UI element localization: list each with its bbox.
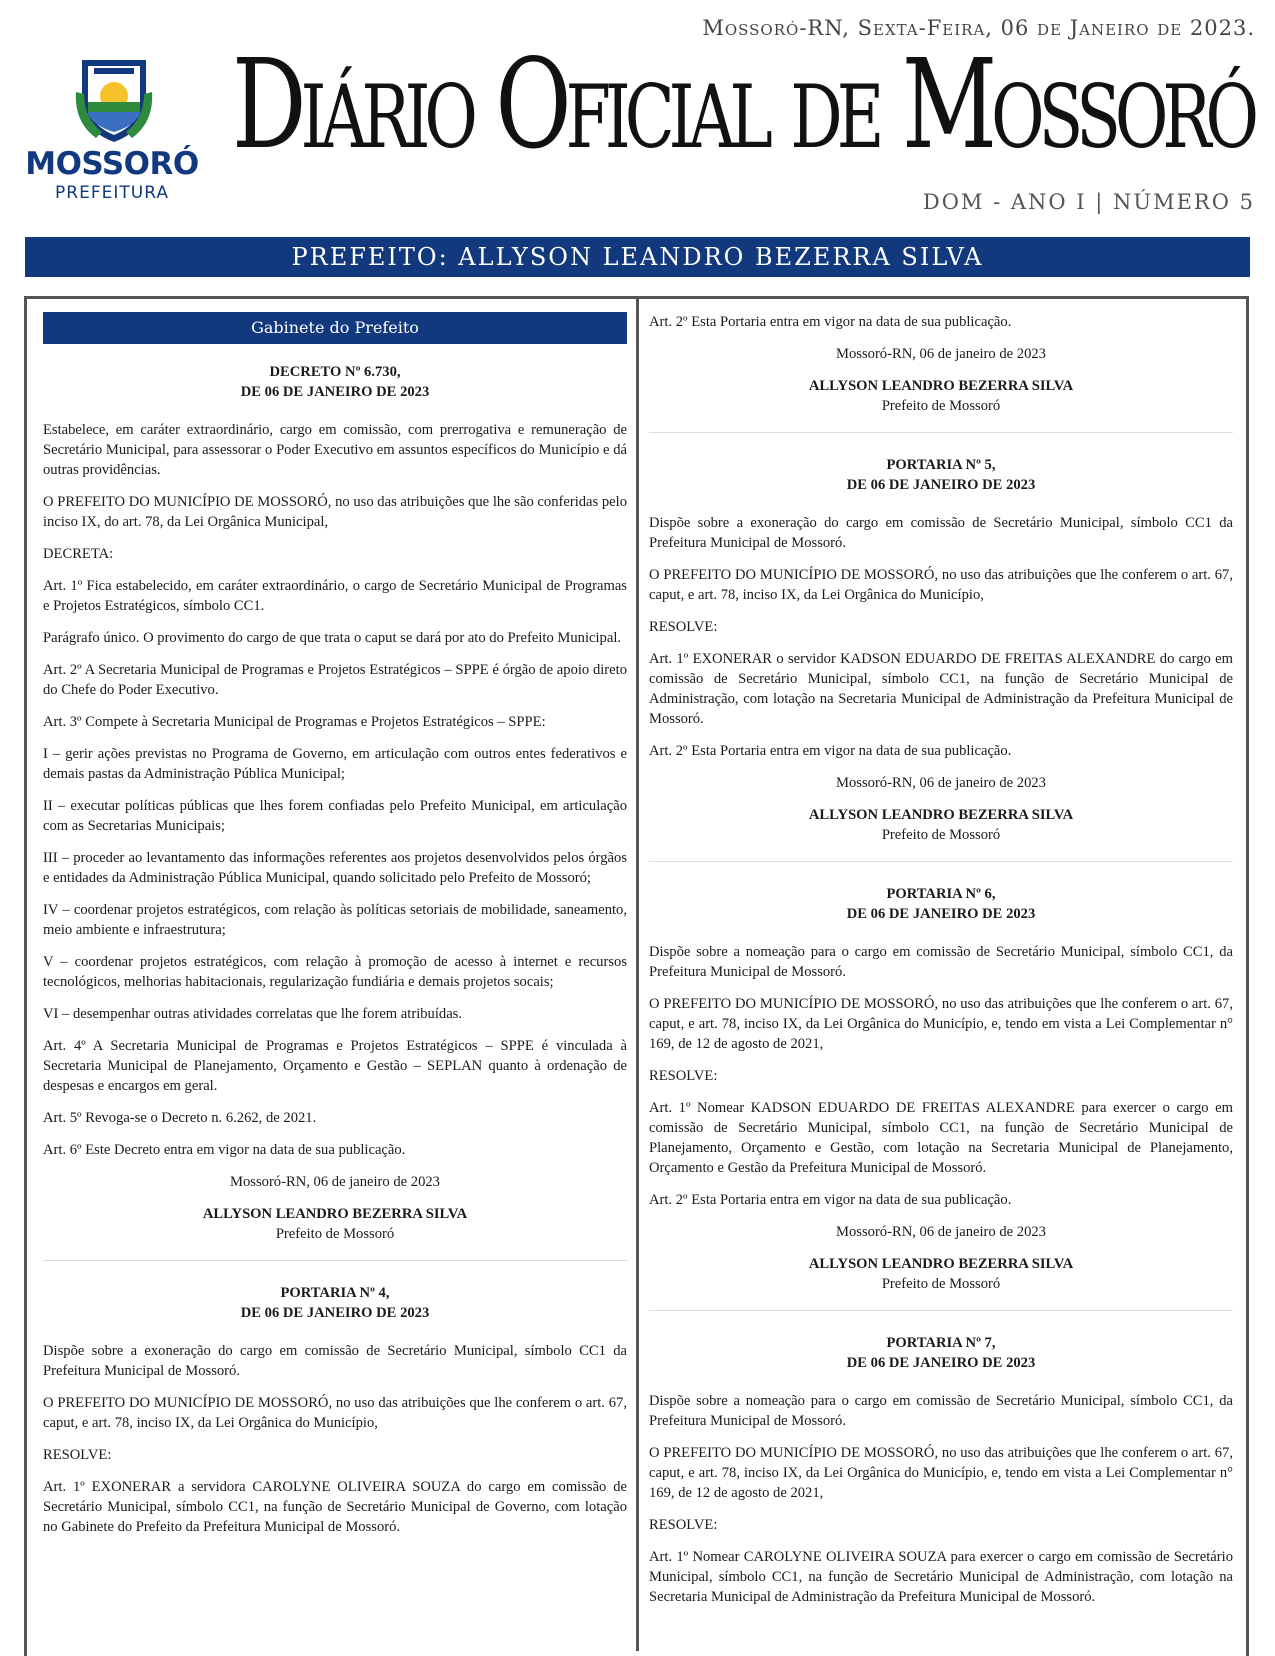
decreto-place-date: Mossoró-RN, 06 de janeiro de 2023 [230, 1174, 440, 1190]
portaria4-place-date: Mossoró-RN, 06 de janeiro de 2023 [836, 346, 1046, 362]
portaria6-preamble: O PREFEITO DO MUNICÍPIO DE MOSSORÓ, no uso das atribuições que lhe conferem o art. 67, caput, e art. 78, inciso IX, da Lei Orgânica do Município, e, tendo em vista a Lei Complementar n° 169, de 12 de agosto de 2021, [649, 996, 1233, 1052]
decreto-signer: ALLYSON LEANDRO BEZERRA SILVA [202, 1206, 468, 1222]
prefeitura-logo [22, 44, 202, 204]
decreto-inciso-iv: IV – coordenar projetos estratégicos, com relação às políticas setoriais de mobilidade, saneamento, meio ambiente e infraestrutura; [43, 902, 627, 938]
portaria7-resolve: RESOLVE: [649, 1517, 718, 1533]
decreto-heading [43, 362, 627, 402]
portaria5-place-date: Mossoró-RN, 06 de janeiro de 2023 [836, 775, 1046, 791]
decreto-ementa: Estabelece, em caráter extraordinário, cargo em comissão, com prerrogativa e remuneração de Secretário Municipal, para assessorar o Poder Executivo em assuntos específicos do Município e dá outras providências. [43, 422, 627, 478]
portaria7-date: DE 06 DE JANEIRO DE 2023 [846, 1355, 1036, 1371]
decreto-inciso-vi: VI – desempenhar outras atividades correlatas que lhe forem atribuídas. [43, 1006, 463, 1022]
masthead [0, 0, 1275, 240]
portaria5-art2: Art. 2º Esta Portaria entra em vigor na data de sua publicação. [649, 743, 1012, 759]
decreto-date: DE 06 DE JANEIRO DE 2023 [240, 384, 430, 400]
portaria5-number: PORTARIA Nº 5, [886, 457, 996, 473]
portaria5-signer: ALLYSON LEANDRO BEZERRA SILVA [808, 807, 1074, 823]
decreto-inciso-iii: III – proceder ao levantamento das informações referentes aos projetos desenvolvidos pelos órgãos e entidades da Administração Pública Municipal, quando solicitado pelo Prefeito de Mossoró; [43, 850, 627, 886]
portaria7-number: PORTARIA Nº 7, [886, 1335, 996, 1351]
portaria5-role: Prefeito de Mossoró [881, 827, 1001, 843]
portaria7-art1: Art. 1º Nomear CAROLYNE OLIVEIRA SOUZA para exercer o cargo em comissão de Secretário Municipal, símbolo CC1, na função de Secretário Municipal de Administração, com lotação na Secretaria Municipal de Administração da Prefeitura Municipal de Mossoró. [649, 1549, 1233, 1605]
portaria6-place-date: Mossoró-RN, 06 de janeiro de 2023 [836, 1224, 1046, 1240]
portaria6-resolve: RESOLVE: [649, 1068, 718, 1084]
separator [649, 432, 1233, 433]
portaria5-resolve: RESOLVE: [649, 619, 718, 635]
separator [649, 861, 1233, 862]
logo-subtitle: PREFEITURA [55, 183, 169, 203]
edition-number: DOM - ANO I | NÚMERO 5 [922, 190, 1255, 214]
portaria6-date: DE 06 DE JANEIRO DE 2023 [846, 906, 1036, 922]
decreto-art5: Art. 5º Revoga-se o Decreto n. 6.262, de 2021. [43, 1110, 317, 1126]
portaria4-ementa: Dispõe sobre a exoneração do cargo em comissão de Secretário Municipal, símbolo CC1 da Prefeitura Municipal de Mossoró. [43, 1343, 627, 1379]
portaria4-number: PORTARIA Nº 4, [280, 1285, 390, 1301]
portaria7-heading [649, 1333, 1233, 1373]
portaria4-resolve: RESOLVE: [43, 1447, 112, 1463]
city-seal-icon [74, 52, 154, 144]
portaria6-signer: ALLYSON LEANDRO BEZERRA SILVA [808, 1256, 1074, 1272]
portaria5-date: DE 06 DE JANEIRO DE 2023 [846, 477, 1036, 493]
portaria6-ementa: Dispõe sobre a nomeação para o cargo em comissão de Secretário Municipal, símbolo CC1, da Prefeitura Municipal de Mossoró. [649, 944, 1233, 980]
portaria4-signer: ALLYSON LEANDRO BEZERRA SILVA [808, 378, 1074, 394]
portaria6-heading [649, 884, 1233, 924]
portaria7-ementa: Dispõe sobre a nomeação para o cargo em comissão de Secretário Municipal, símbolo CC1, da Prefeitura Municipal de Mossoró. [649, 1393, 1233, 1429]
portaria5-art1: Art. 1º EXONERAR o servidor KADSON EDUARDO DE FREITAS ALEXANDRE do cargo em comissão de Secretário Municipal, símbolo CC1, na função de Secretário Municipal de Administração, com lotação na Secretaria Municipal de Administração da Prefeitura Municipal de Mossoró. [649, 651, 1233, 727]
portaria5-ementa: Dispõe sobre a exoneração do cargo em comissão de Secretário Municipal, símbolo CC1 da Prefeitura Municipal de Mossoró. [649, 515, 1233, 551]
right-column [649, 312, 1233, 1619]
decreto-preamble: O PREFEITO DO MUNICÍPIO DE MOSSORÓ, no uso das atribuições que lhe são conferidas pelo inciso IX, do art. 78, da Lei Orgânica Municipal, [43, 494, 627, 530]
left-column [43, 312, 627, 1549]
decreto-inciso-v: V – coordenar projetos estratégicos, com relação à promoção de acesso à internet e recursos tecnológicos, melhorias habitacionais, regularização fundiária e demais projetos socais; [43, 954, 627, 990]
portaria4-date: DE 06 DE JANEIRO DE 2023 [240, 1305, 430, 1321]
separator [649, 1310, 1233, 1311]
decreto-paragrafo-unico: Parágrafo único. O provimento do cargo de que trata o caput se dará por ato do Prefeito Municipal. [43, 630, 622, 646]
portaria4-preamble: O PREFEITO DO MUNICÍPIO DE MOSSORÓ, no uso das atribuições que lhe conferem o art. 67, caput, e art. 78, inciso IX, da Lei Orgânica do Município, [43, 1395, 627, 1431]
mayor-banner: PREFEITO: ALLYSON LEANDRO BEZERRA SILVA [25, 237, 1250, 277]
portaria4-role: Prefeito de Mossoró [881, 398, 1001, 414]
portaria4-art2: Art. 2º Esta Portaria entra em vigor na data de sua publicação. [649, 314, 1012, 330]
column-divider [636, 296, 639, 1651]
portaria7-preamble: O PREFEITO DO MUNICÍPIO DE MOSSORÓ, no uso das atribuições que lhe conferem o art. 67, caput, e art. 78, inciso IX, da Lei Orgânica do Município, e, tendo em vista a Lei Complementar n° 169, de 12 de agosto de 2021, [649, 1445, 1233, 1501]
portaria5-preamble: O PREFEITO DO MUNICÍPIO DE MOSSORÓ, no uso das atribuições que lhe conferem o art. 67, caput, e art. 78, inciso IX, da Lei Orgânica do Município, [649, 567, 1233, 603]
portaria6-number: PORTARIA Nº 6, [886, 886, 996, 902]
decreto-inciso-ii: II – executar políticas públicas que lhes forem confiadas pelo Prefeito Municipal, em articulação com as Secretarias Municipais; [43, 798, 627, 834]
decreto-art1: Art. 1º Fica estabelecido, em caráter extraordinário, o cargo de Secretário Municipal de Programas e Projetos Estratégicos, símbolo CC1. [43, 578, 627, 614]
decreto-decreta: DECRETA: [43, 546, 114, 562]
portaria4-art1: Art. 1º EXONERAR a servidora CAROLYNE OLIVEIRA SOUZA do cargo em comissão de Secretário Municipal, símbolo CC1, na função de Secretário Municipal de Governo, com lotação no Gabinete do Prefeito da Prefeitura Municipal de Mossoró. [43, 1479, 627, 1535]
portaria6-art1: Art. 1º Nomear KADSON EDUARDO DE FREITAS ALEXANDRE para exercer o cargo em comissão de Secretário Municipal, símbolo CC1, na função de Secretário Municipal de Planejamento, Orçamento e Gestão, com lotação na Secretaria Municipal de Planejamento, Orçamento e Gestão da Prefeitura Municipal de Mossoró. [649, 1100, 1233, 1176]
separator [43, 1260, 627, 1261]
portaria6-art2: Art. 2º Esta Portaria entra em vigor na data de sua publicação. [649, 1192, 1012, 1208]
decreto-inciso-i: I – gerir ações previstas no Programa de Governo, em articulação com outros entes federativos e demais pastas da Administração Pública Municipal; [43, 746, 627, 782]
portaria5-heading [649, 455, 1233, 495]
decreto-role: Prefeito de Mossoró [275, 1226, 395, 1242]
newspaper-title: Diário Oficial de Mossoró [232, 33, 1254, 177]
dateline: Mossoró-RN, Sexta-Feira, 06 de Janeiro de 2023. [702, 16, 1255, 40]
section-title: Gabinete do Prefeito [43, 312, 627, 344]
decreto-art4: Art. 4º A Secretaria Municipal de Programas e Projetos Estratégicos – SPPE é vinculada à Secretaria Municipal de Planejamento, Orçamento e Gestão – SEPLAN quanto à ordenação de despesas e encargos em geral. [43, 1038, 627, 1094]
portaria4-heading [43, 1283, 627, 1323]
portaria6-role: Prefeito de Mossoró [881, 1276, 1001, 1292]
decreto-art3: Art. 3º Compete à Secretaria Municipal de Programas e Projetos Estratégicos – SPPE: [43, 714, 546, 730]
logo-name: MOSSORÓ [25, 146, 199, 182]
decreto-art6: Art. 6º Este Decreto entra em vigor na data de sua publicação. [43, 1142, 406, 1158]
decreto-art2: Art. 2º A Secretaria Municipal de Programas e Projetos Estratégicos – SPPE é órgão de apoio direto do Chefe do Poder Executivo. [43, 662, 627, 698]
decreto-number: DECRETO Nº 6.730, [269, 364, 401, 380]
